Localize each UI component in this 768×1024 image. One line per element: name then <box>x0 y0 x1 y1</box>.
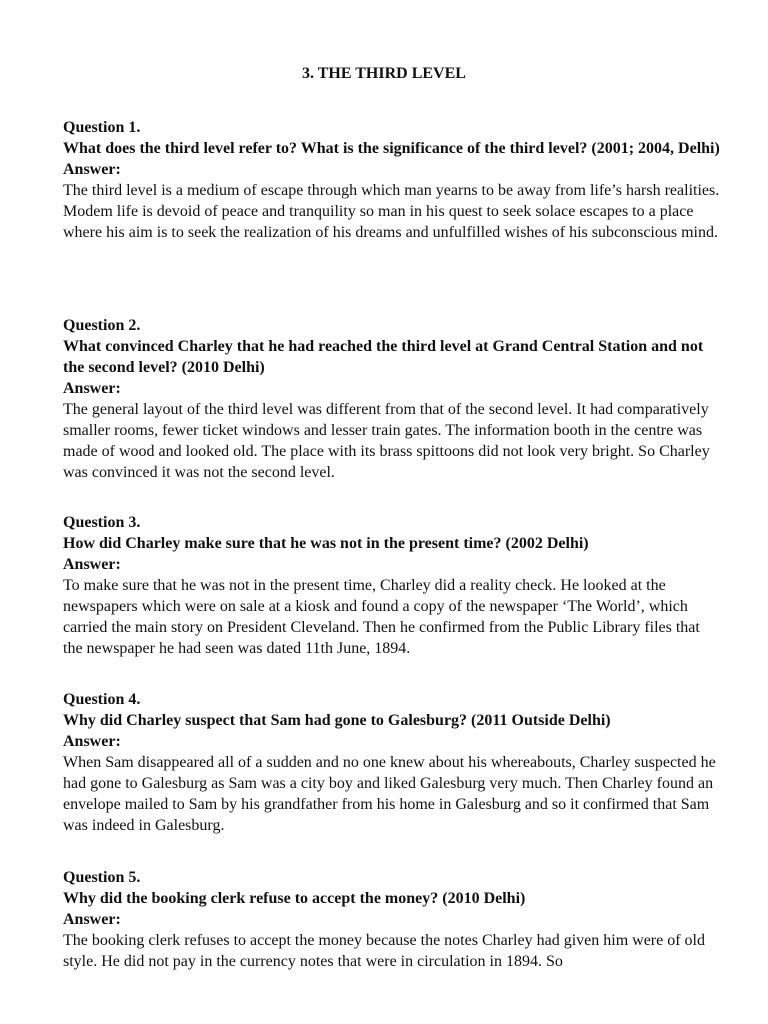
qa-block-1 <box>63 117 723 243</box>
question-number: Question 4. <box>63 691 141 708</box>
qa-block-4 <box>63 689 723 836</box>
question-number: Question 2. <box>63 317 141 334</box>
answer-label: Answer: <box>63 556 121 573</box>
qa-block-5 <box>63 867 723 972</box>
question-text: What does the third level refer to? What is the significance of the third level? (2001; 2004, Delhi) <box>63 140 720 157</box>
question-text: What convinced Charley that he had reached the third level at Grand Central Station and not the second level? (2010 Delhi) <box>63 338 704 376</box>
question-text: Why did Charley suspect that Sam had gone to Galesburg? (2011 Outside Delhi) <box>63 712 611 729</box>
answer-label: Answer: <box>63 733 121 750</box>
answer-label: Answer: <box>63 911 121 928</box>
answer-text: The third level is a medium of escape through which man yearns to be away from life’s harsh realities. Modem life is devoid of peace and tranquility so man in his quest to seek solace escapes to a place where his aim is to seek the realization of his dreams and unfulfilled wishes of his subconscious mind. <box>63 182 720 241</box>
document-title: 3. THE THIRD LEVEL <box>302 65 466 82</box>
answer-text: When Sam disappeared all of a sudden and no one knew about his whereabouts, Charley suspected he had gone to Galesburg as Sam was a city boy and liked Galesburg very much. Then Charley found an envelope mailed to Sam by his grandfather from his home in Galesburg and so it confirmed that Sam was indeed in Galesburg. <box>63 754 716 834</box>
answer-text: The booking clerk refuses to accept the money because the notes Charley had given him were of old style. He did not pay in the currency notes that were in circulation in 1894. So <box>63 932 705 970</box>
question-number: Question 5. <box>63 869 141 886</box>
question-text: How did Charley make sure that he was not in the present time? (2002 Delhi) <box>63 535 589 552</box>
answer-text: The general layout of the third level was different from that of the second level. It had comparatively smaller rooms, fewer ticket windows and lesser train gates. The information booth in the centre was made of wood and looked old. The place with its brass spittoons did not look very bright. So Charley was convinced it was not the second level. <box>63 401 710 481</box>
qa-block-3 <box>63 512 723 659</box>
question-number: Question 1. <box>63 119 141 136</box>
answer-label: Answer: <box>63 380 121 397</box>
question-number: Question 3. <box>63 514 141 531</box>
answer-text: To make sure that he was not in the present time, Charley did a reality check. He looked at the newspapers which were on sale at a kiosk and found a copy of the newspaper ‘The World’, which carried the main story on President Cleveland. Then he confirmed from the Public Library files that the newspaper he had seen was dated 11th June, 1894. <box>63 577 700 657</box>
answer-label: Answer: <box>63 161 121 178</box>
qa-block-2 <box>63 315 723 483</box>
question-text: Why did the booking clerk refuse to accept the money? (2010 Delhi) <box>63 890 526 907</box>
